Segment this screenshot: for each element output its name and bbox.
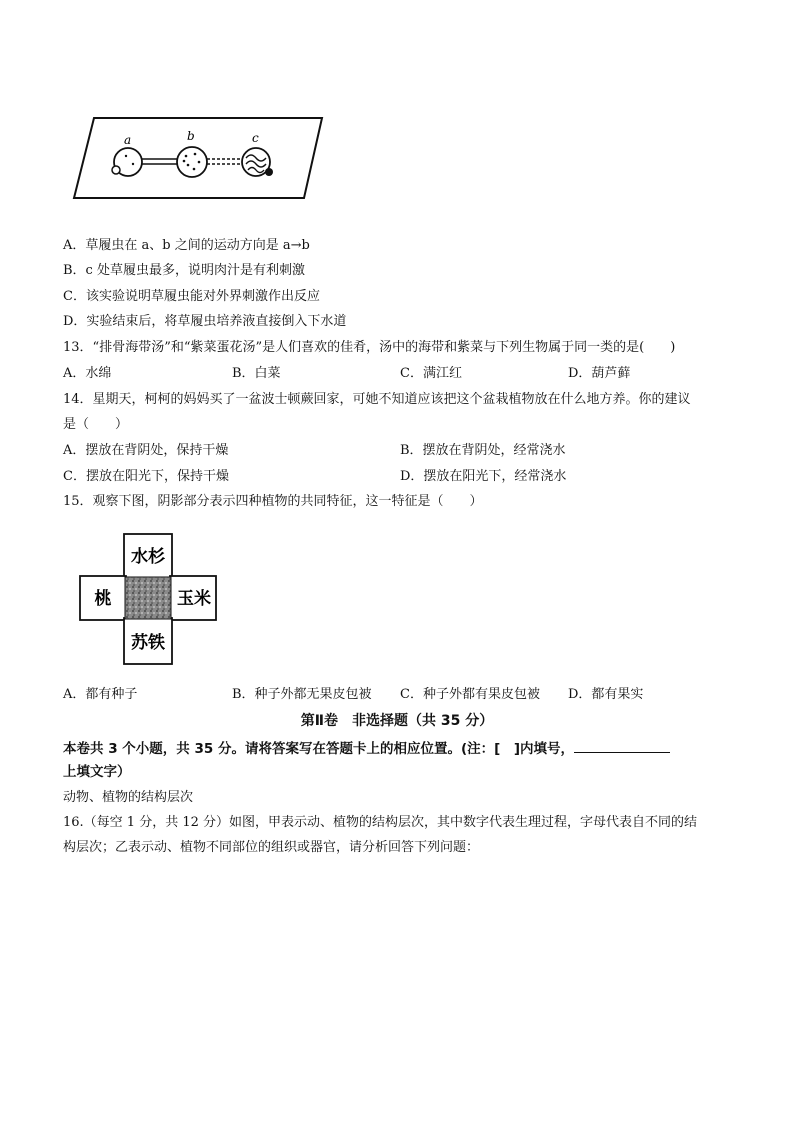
instruction-text: 本卷共 3 个小题，共 35 分。请将答案写在答题卡上的相应位置。(注：[ ]内填号， xyxy=(63,741,574,757)
drop-label-b: b xyxy=(187,129,195,143)
q12-option-a: A．草履虫在 a、b 之间的运动方向是 a→b xyxy=(63,238,310,253)
q13-option-a: A．水绵 xyxy=(63,366,112,381)
q14-stem-line2: 是（ ） xyxy=(63,417,129,432)
q16-stem-line1: 16.（每空 1 分，共 12 分）如图，甲表示动、植物的结构层次，其中数字代表生理过程，字母代表自不同的结 xyxy=(63,815,698,830)
label-sutie: 苏铁 xyxy=(131,633,165,653)
q15-option-c: C．种子外都有果皮包被 xyxy=(400,687,540,702)
q15-stem: 15．观察下图，阴影部分表示四种植物的共同特征，这一特征是（ ） xyxy=(63,494,483,509)
q16-stem-line2: 构层次；乙表示动、植物不同部位的组织或器官，请分析回答下列问题： xyxy=(63,840,480,855)
q13-stem: 13．“排骨海带汤”和“紫菜蛋花汤”是人们喜欢的佳肴，汤中的海带和紫菜与下列生物属于同一类的是( ) xyxy=(63,340,676,355)
q12-option-b: B．c 处草履虫最多，说明肉汁是有利刺激 xyxy=(63,263,305,278)
drop-label-a: a xyxy=(124,133,132,147)
answer-blank-underline xyxy=(574,738,670,753)
label-yumi: 玉米 xyxy=(177,589,211,609)
label-tao: 桃 xyxy=(94,589,112,609)
q13-option-c: C．满江红 xyxy=(400,366,462,381)
q12-option-d: D．实验结束后，将草履虫培养液直接倒入下水道 xyxy=(63,314,347,329)
q13-option-d: D．葫芦藓 xyxy=(568,366,631,381)
q14-option-a: A．摆放在背阴处，保持干燥 xyxy=(63,443,229,458)
plant-features-cross-figure xyxy=(78,532,218,668)
shared-feature-shaded-area xyxy=(125,577,171,619)
q15-option-a: A．都有种子 xyxy=(63,687,138,702)
topic-heading: 动物、植物的结构层次 xyxy=(63,790,194,805)
q15-option-d: D．都有果实 xyxy=(568,687,644,702)
section-2-title: 第Ⅱ卷 非选择题（共 35 分） xyxy=(300,713,494,729)
section-2-instruction-line2: 上填文字） xyxy=(63,764,131,780)
q14-option-b: B．摆放在背阴处，经常浇水 xyxy=(400,443,566,458)
section-2-instruction xyxy=(63,738,670,758)
paramecium-slide-figure xyxy=(66,112,328,204)
q15-option-b: B．种子外都无果皮包被 xyxy=(232,687,372,702)
q14-stem-line1: 14．星期天，柯柯的妈妈买了一盆波士顿蕨回家，可她不知道应该把这个盆栽植物放在什么地方养。你的建议 xyxy=(63,392,691,407)
q14-option-d: D．摆放在阳光下，经常浇水 xyxy=(400,469,567,484)
q13-option-b: B．白菜 xyxy=(232,366,281,381)
q14-option-c: C．摆放在阳光下，保持干燥 xyxy=(63,469,229,484)
drop-label-c: c xyxy=(252,131,259,145)
q12-option-c: C．该实验说明草履虫能对外界刺激作出反应 xyxy=(63,289,320,304)
label-shuishan: 水杉 xyxy=(131,547,165,567)
